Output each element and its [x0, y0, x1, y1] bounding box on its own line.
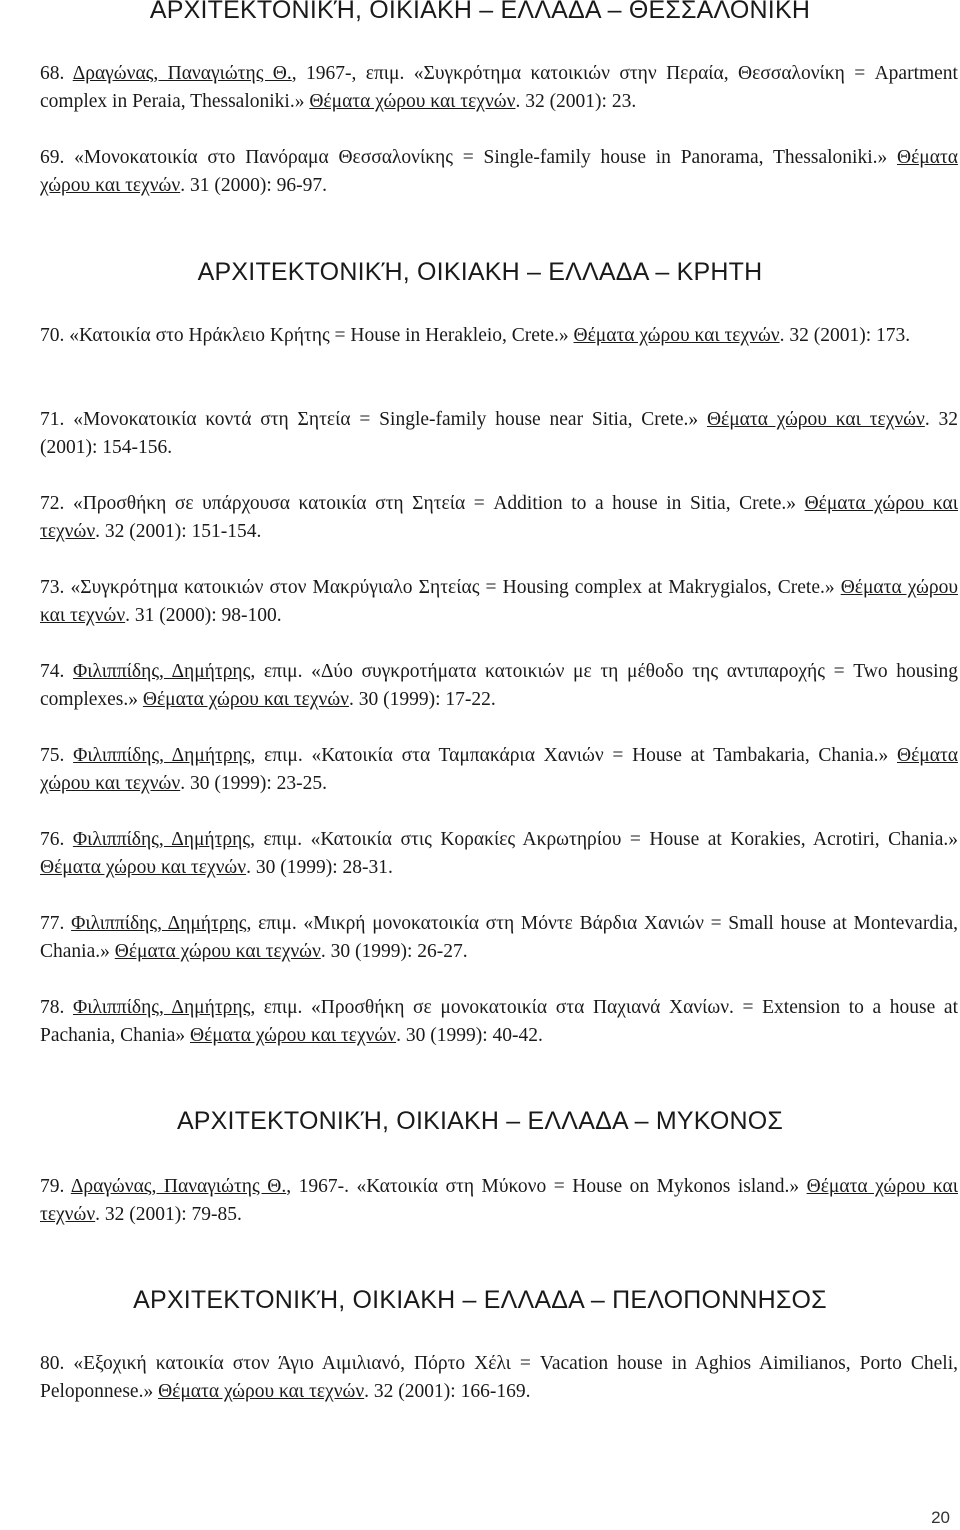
journal-link[interactable]: Θέματα χώρου και τεχνών: [309, 91, 516, 112]
section-heading: ΑΡΧΙΤΕΚΤΟΝΙΚΉ, ΟΙΚΙΑΚΗ – ΕΛΛΑΔΑ – ΜΥΚΟΝΟΣ: [176, 1107, 784, 1135]
entry-citation: . 31 (2000): 98-100.: [125, 605, 282, 626]
entry-text: , επιμ. «Δύο συγκροτήματα κατοικιών με τη μέθοδο της αντιπαροχής = Two housing complexes.»: [40, 661, 959, 710]
entry-number: 72.: [40, 493, 65, 514]
journal-link[interactable]: Θέματα χώρου και τεχνών: [40, 1176, 958, 1225]
journal-link[interactable]: Θέματα χώρου και τεχνών: [142, 689, 349, 710]
entry-text: , επιμ. «Κατοικία στα Ταμπακάρια Χανιών = House at Tambakaria, Chania.»: [250, 745, 897, 766]
entry-author-link[interactable]: Φιλιππίδης, Δημήτρης: [73, 997, 251, 1018]
bibliography-entry: [40, 1350, 958, 1406]
bibliography-entry: [40, 574, 958, 630]
journal-link[interactable]: Θέματα χώρου και τεχνών: [190, 1025, 397, 1046]
entry-citation: . 32 (2001): 23.: [515, 91, 637, 112]
journal-link[interactable]: Θέματα χώρου και τεχνών: [158, 1381, 365, 1402]
entry-citation: . 30 (1999): 17-22.: [348, 689, 496, 710]
section-heading: ΑΡΧΙΤΕΚΤΟΝΙΚΉ, ΟΙΚΙΑΚΗ – ΕΛΛΑΔΑ – ΠΕΛΟΠΟΝΝΗΣΟΣ: [133, 1286, 827, 1314]
journal-link[interactable]: Θέματα χώρου και τεχνών: [40, 577, 958, 626]
entry-citation: . 30 (1999): 23-25.: [180, 773, 327, 794]
entry-author-link[interactable]: Φιλιππίδης, Δημήτρης: [72, 829, 251, 850]
journal-link[interactable]: Θέματα χώρου και τεχνών: [40, 493, 959, 542]
entry-number: 69.: [40, 147, 65, 168]
bibliography-entry: [40, 406, 958, 462]
entry-text: , επιμ. «Κατοικία στις Κορακίες Ακρωτηρίου = House at Korakies, Acrotiri, Chania.»: [250, 829, 959, 850]
entry-text: «Εξοχική κατοικία στον Άγιο Αιμιλιανό, Πόρτο Χέλι = Vacation house in Aghios Aimilianos, Porto Cheli, Peloponnese.»: [40, 1353, 958, 1402]
entry-number: 68.: [40, 63, 65, 84]
entry-author-link[interactable]: Δραγώνας, Παναγιώτης Θ.: [70, 1176, 287, 1197]
journal-link[interactable]: Θέματα χώρου και τεχνών: [706, 409, 925, 430]
entry-text: , 1967-. «Κατοικία στη Μύκονο = House on Mykonos island.»: [286, 1176, 807, 1197]
entry-number: 71.: [40, 409, 65, 430]
page-number: 20: [931, 1508, 950, 1527]
bibliography-entry: [40, 742, 958, 798]
entry-citation: . 32 (2001): 173.: [779, 325, 911, 346]
section-heading: ΑΡΧΙΤΕΚΤΟΝΙΚΉ, ΟΙΚΙΑΚΗ – ΕΛΛΑΔΑ – ΘΕΣΣΑΛΟΝΙΚΗ: [149, 0, 811, 24]
journal-link[interactable]: Θέματα χώρου και τεχνών: [573, 325, 780, 346]
entry-citation: . 31 (2000): 96-97.: [180, 175, 327, 196]
journal-link[interactable]: Θέματα χώρου και τεχνών: [40, 857, 247, 878]
entry-citation: . 32 (2001): 151-154.: [95, 521, 262, 542]
entry-text: , επιμ. «Μικρή μονοκατοικία στη Μόντε Βάρδια Χανιών = Small house at Montevardia, Chania.»: [40, 913, 959, 962]
entry-number: 77.: [40, 913, 65, 934]
entry-citation: . 30 (1999): 40-42.: [396, 1025, 543, 1046]
bibliography-entry: [40, 658, 958, 714]
section-heading: ΑΡΧΙΤΕΚΤΟΝΙΚΉ, ΟΙΚΙΑΚΗ – ΕΛΛΑΔΑ – ΚΡΗΤΗ: [197, 258, 763, 286]
entry-citation: . 32 (2001): 79-85.: [95, 1204, 242, 1225]
entry-citation: . 30 (1999): 26-27.: [320, 941, 468, 962]
entry-number: 73.: [40, 577, 65, 598]
entry-text: «Μονοκατοικία κοντά στη Σητεία = Single-family house near Sitia, Crete.»: [73, 409, 707, 430]
bibliography-entry: [40, 826, 958, 882]
entry-author-link[interactable]: Δραγώνας, Παναγιώτης Θ.: [72, 63, 292, 84]
bibliography-entry: [40, 490, 958, 546]
entry-number: 78.: [40, 997, 65, 1018]
entry-author-link[interactable]: Φιλιππίδης, Δημήτρης: [71, 913, 247, 934]
bibliography-entry: [40, 144, 958, 200]
entry-author-link[interactable]: Φιλιππίδης, Δημήτρης: [73, 745, 251, 766]
entry-citation: . 30 (1999): 28-31.: [246, 857, 393, 878]
entry-text: «Προσθήκη σε υπάρχουσα κατοικία στη Σητεία = Addition to a house in Sitia, Crete.»: [72, 493, 805, 514]
entry-text: «Κατοικία στο Ηράκλειο Κρήτης = House in Herakleio, Crete.»: [69, 325, 574, 346]
entry-number: 76.: [40, 829, 65, 850]
journal-link[interactable]: Θέματα χώρου και τεχνών: [40, 745, 958, 794]
entry-author-link[interactable]: Φιλιππίδης, Δημήτρης: [73, 661, 251, 682]
entry-number: 75.: [40, 745, 65, 766]
journal-link[interactable]: Θέματα χώρου και τεχνών: [114, 941, 321, 962]
journal-link[interactable]: Θέματα χώρου και τεχνών: [40, 147, 959, 196]
entry-text: , 1967-, επιμ. «Συγκρότημα κατοικιών στην Περαία, Θεσσαλονίκη = Apartment complex in Peraia, Thessaloniki.»: [40, 63, 958, 112]
entry-number: 74.: [40, 661, 65, 682]
entry-citation: . 32 (2001): 166-169.: [364, 1381, 531, 1402]
entry-citation: . 32 (2001): 154-156.: [40, 409, 959, 458]
entry-number: 79.: [40, 1176, 65, 1197]
bibliography-entry: [40, 322, 958, 350]
entry-text: «Συγκρότημα κατοικιών στον Μακρύγιαλο Σητείας = Housing complex at Makrygialos, Crete.»: [70, 577, 841, 598]
entry-text: «Μονοκατοικία στο Πανόραμα Θεσσαλονίκης = Single-family house in Panorama, Thessaloniki.»: [74, 147, 898, 168]
entry-number: 70.: [40, 325, 65, 346]
bibliography-entry: [40, 1173, 958, 1229]
bibliography-entry: [40, 60, 958, 116]
entry-text: , επιμ. «Προσθήκη σε μονοκατοικία στα Παχιανά Χανίων. = Extension to a house at Pachania, Chania»: [40, 997, 958, 1046]
bibliography-entry: [40, 910, 958, 966]
bibliography-entry: [40, 994, 958, 1050]
entry-number: 80.: [40, 1353, 65, 1374]
